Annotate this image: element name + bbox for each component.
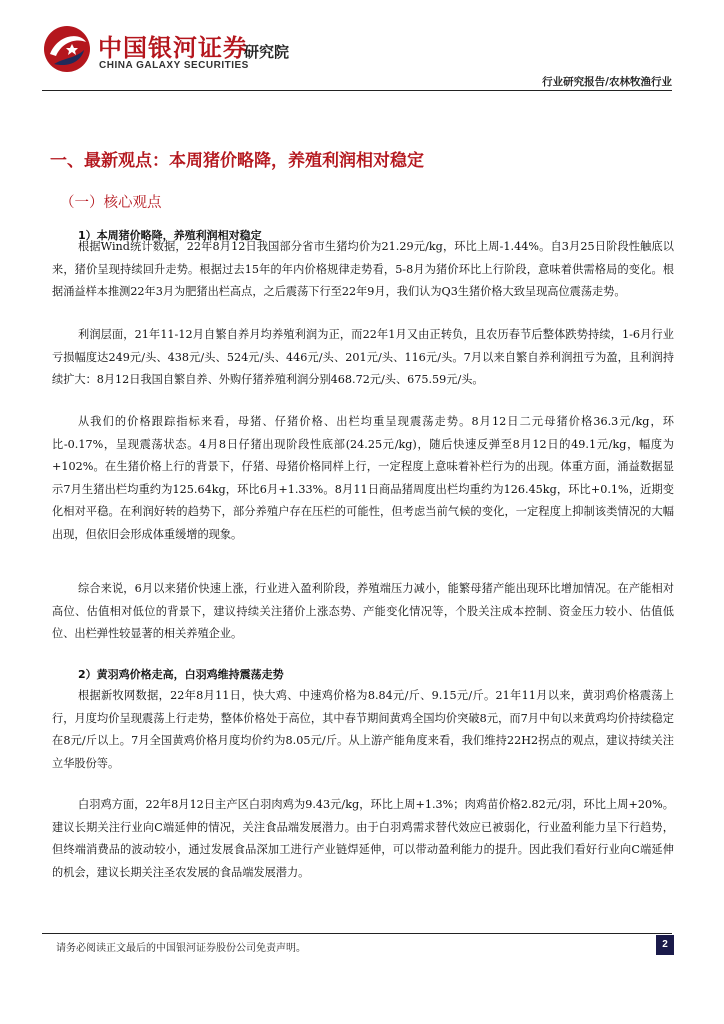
paragraph: 根据新牧网数据，22年8月11日，快大鸡、中速鸡价格为8.84元/斤、9.15元/斤。21年11月以来，黄羽鸡价格震荡上行，月度均价呈现震荡上行走势，整体价格处于高位，其中春节期间黄鸡全国均价突破8元，而7月中旬以来黄鸡均价持续稳定在8元/斤以上。7月全国黄鸡价格月度均价约为8.05元/斤。从上游产能角度来看，我们维持22H2拐点的观点，建议持续关注立华股份等。 [52,689,674,770]
galaxy-logo-icon [42,24,92,74]
section-subtitle: （一）核心观点 [60,195,162,211]
paragraph: 综合来说，6月以来猪价快速上涨，行业进入盈利阶段，养殖端压力减小，能繁母猪产能出现环比增加情况。在产能相对高位、估值相对低位的背景下，建议持续关注猪价上涨态势、产能变化情况等，个股关注成本控制、资金压力较小、估值低位、出栏弹性较显著的相关养殖企业。 [52,582,674,640]
brand-name-cn: 中国银河证券 [98,34,248,62]
disclaimer-note: 请务必阅读正文最后的中国银河证券股份公司免责声明。 [56,943,306,954]
company-logo [42,22,272,82]
paragraph: 白羽鸡方面，22年8月12日主产区白羽肉鸡为9.43元/kg，环比上周+1.3%；肉鸡苗价格2.82元/羽，环比上周+20%。建议长期关注行业向C端延伸的情况，关注食品端发展潜力。由于白羽鸡需求替代效应已被弱化，行业盈利能力呈下行趋势，但终端消费品的波动较小，通过发展食品深加工进行产业链焊延伸，可以带动盈利能力的提升。因此我们看好行业向C端延伸的机会，建议长期关注圣农发展的食品端发展潜力。 [52,798,674,879]
point-heading-1: 1）本周猪价略降，养殖利润相对稳定 [78,229,262,242]
page-number: 2 [656,935,674,955]
footer-divider [42,933,672,934]
paragraph: 利润层面，21年11-12月自繁自养月均养殖利润为正，而22年1月又由正转负，且农历春节后整体跌势持续，1-6月行业亏损幅度达249元/头、438元/头、524元/头、446元/头、201元/头、116元/头。7月以来自繁自养利润扭亏为盈，且利润持续扩大：8月12日我国自繁自养、外购仔猪养殖利润分别468.72元/头、675.59元/头。 [52,328,674,386]
institute-label: 研究院 [244,43,290,61]
report-category: 行业研究报告/农林牧渔行业 [542,76,672,88]
section-title: 一、最新观点：本周猪价略降，养殖利润相对稳定 [50,151,424,171]
header-divider [42,90,672,91]
paragraph: 根据Wind统计数据，22年8月12日我国部分省市生猪均价为21.29元/kg，环比上周-1.44%。自3月25日阶段性触底以来，猪价呈现持续回升走势。根据过去15年的年内价格规律走势看，5-8月为猪价环比上行阶段，意味着供需格局的变化。根据涌益样本推测22年3月为肥猪出栏高点，之后震荡下行至22年9月，我们认为Q3生猪价格大致呈现高位震荡走势。 [52,240,674,298]
point-heading-2: 2）黄羽鸡价格走高，白羽鸡维持震荡走势 [78,668,284,681]
paragraph: 从我们的价格跟踪指标来看，母猪、仔猪价格、出栏均重呈现震荡走势。8月12日二元母猪价格36.3元/kg，环比-0.17%，呈现震荡状态。4月8日仔猪出现阶段性底部(24.25元/kg)，随后快速反弹至8月12日的49.1元/kg，幅度为+102%。在生猪价格上行的背景下，仔猪、母猪价格同样上行，一定程度上意味着补栏行为的出现。体重方面，涌益数据显示7月生猪出栏均重约为125.64kg，环比6月+1.33%。8月11日商品猪周度出栏均重约为126.45kg，环比+0.1%，近期变化相对平稳。在利润好转的趋势下，部分养殖户存在压栏的可能性，但考虑当前气候的变化，一定程度上抑制该类情况的大幅出现，但依旧会形成体重缓增的现象。 [52,415,674,541]
brand-name-en: CHINA GALAXY SECURITIES [99,60,249,71]
